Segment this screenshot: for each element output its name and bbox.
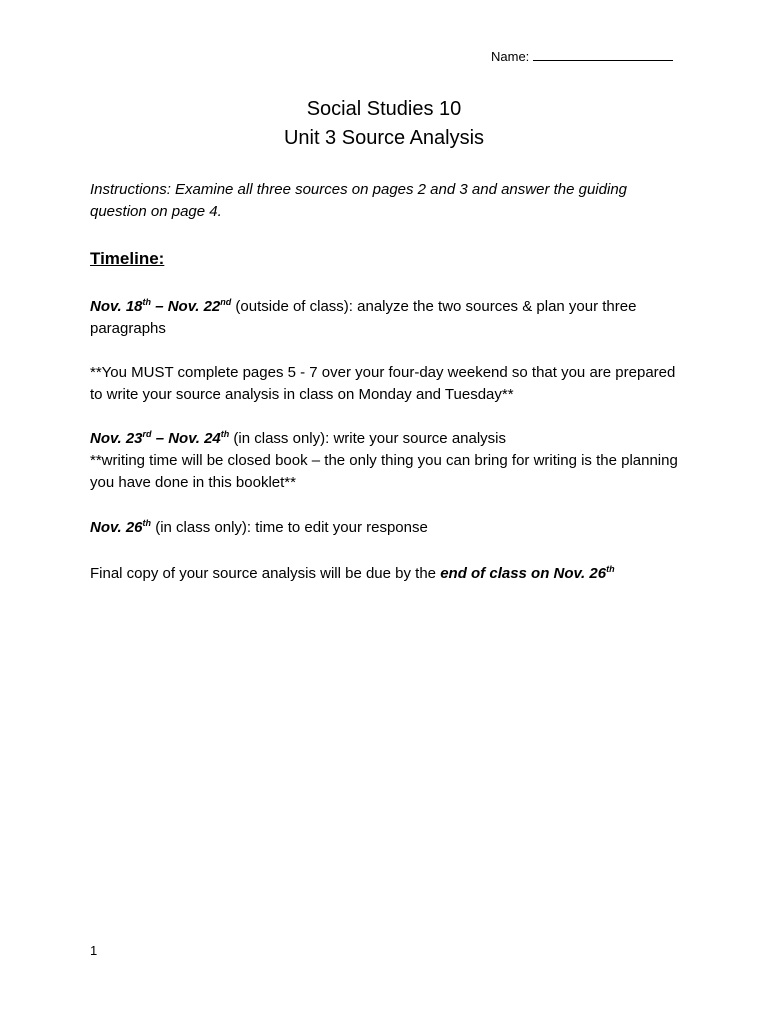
entry2-date-start: Nov. 23rd [90, 429, 152, 447]
entry2-text: (in class only): write your source analysis [229, 430, 507, 447]
course-title: Social Studies 10 [306, 98, 462, 120]
entry2-dash: – [151, 430, 169, 447]
instructions-text: Instructions: Examine all three sources on pages 2 and 3 and answer the guiding question on page 4. [90, 181, 627, 220]
entry1-date-end: Nov. 22nd [167, 297, 232, 315]
final-emphasis: end of class on Nov. 26th [440, 564, 615, 582]
timeline-entry-2 [90, 428, 690, 494]
entry1-date-start: Nov. 18th [90, 297, 152, 315]
final-text: Final copy of your source analysis will be due by the [90, 565, 441, 582]
timeline-heading: Timeline: [90, 249, 165, 268]
name-label: Name: [491, 49, 530, 64]
entry1-text: (outside of class): analyze the two sources & plan your three paragraphs [90, 298, 637, 337]
timeline-entry-3 [90, 517, 690, 539]
entry2-date-end: Nov. 24th [168, 429, 230, 447]
timeline-entry-1 [90, 296, 690, 340]
page-number: 1 [90, 943, 98, 958]
entry3-date: Nov. 26th [90, 518, 152, 536]
name-blank-line [533, 47, 673, 61]
name-field [491, 47, 673, 66]
entry1-dash: – [151, 298, 168, 315]
final-due-line [90, 563, 690, 585]
timeline-note-1: **You MUST complete pages 5 - 7 over your four-day weekend so that you are prepared to write your source analysis in class on Monday and Tuesday** [90, 364, 676, 403]
entry2-note: **writing time will be closed book – the only thing you can bring for writing is the planning you have done in this booklet** [90, 452, 678, 491]
unit-title: Unit 3 Source Analysis [283, 127, 485, 149]
entry3-text: (in class only): time to edit your response [151, 519, 428, 536]
